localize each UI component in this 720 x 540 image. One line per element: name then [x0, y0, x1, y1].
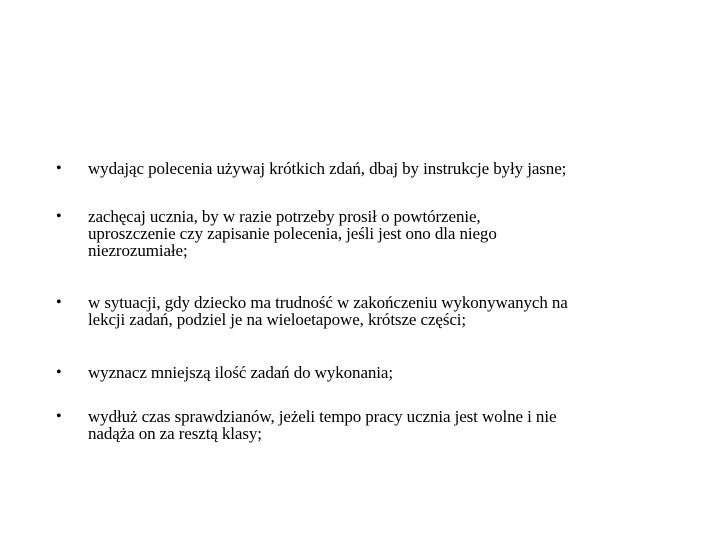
list-item: [56, 208, 497, 259]
list-item-text: wyznacz mniejszą ilość zadań do wykonania;: [88, 363, 393, 382]
bullet-icon: •: [56, 364, 62, 381]
list-item-text: zachęcaj ucznia, by w razie potrzeby prosił o powtórzenie, uproszczenie czy zapisanie polecenia, jeśli jest ono dla niego niezrozumiałe;: [88, 207, 497, 260]
list-item-text: wydając polecenia używaj krótkich zdań, dbaj by instrukcje były jasne;: [88, 159, 567, 178]
list-item: [56, 294, 568, 328]
list-item: [56, 160, 566, 177]
bullet-icon: •: [56, 294, 62, 311]
list-item-text: w sytuacji, gdy dziecko ma trudność w zakończeniu wykonywanych na lekcji zadań, podziel je na wieloetapowe, krótsze części;: [88, 293, 568, 329]
list-item: [56, 364, 393, 381]
list-item-text: wydłuż czas sprawdzianów, jeżeli tempo pracy ucznia jest wolne i nie nadąża on za resztą klasy;: [88, 407, 557, 443]
bullet-icon: •: [56, 160, 62, 177]
bullet-icon: •: [56, 408, 62, 425]
list-item: [56, 408, 556, 442]
bullet-icon: •: [56, 208, 62, 225]
